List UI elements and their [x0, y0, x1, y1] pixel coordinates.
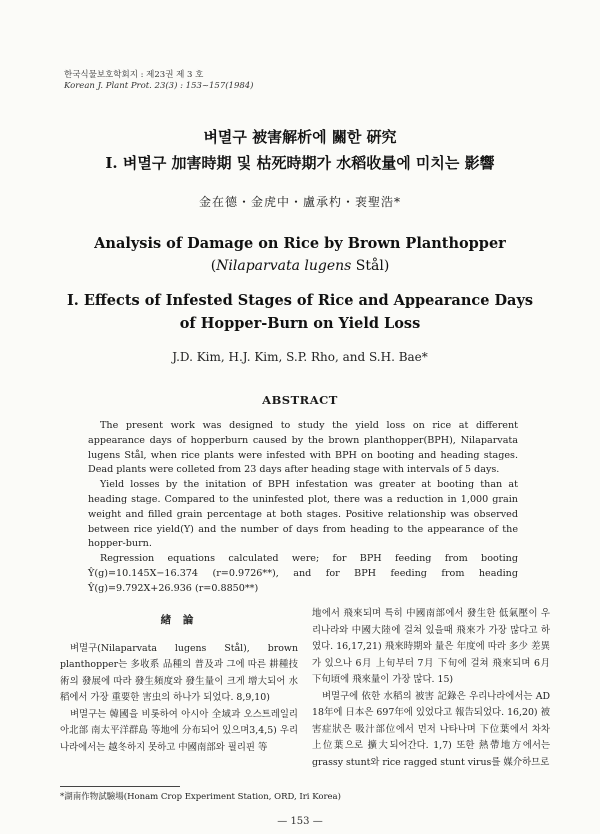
title-ko-line1: 벼멸구 被害解析에 關한 硏究 [203, 128, 397, 146]
title-en-line1: Analysis of Damage on Rice by Brown Planthopper [94, 235, 506, 252]
authors-en: J.D. Kim, H.J. Kim, S.P. Rho, and S.H. Bae* [172, 350, 428, 364]
body-paragraph: 벼멸구는 韓國을 비롯하여 아시아 全域과 오스트레일리아北部 南太平洋群島 等地에 分布되어 있으며3,4,5) 우리나라에서는 越冬하지 못하고 中國南部와 필리핀 等 [60, 708, 298, 753]
title-en-species-author: Stål) [351, 258, 390, 274]
footnote-divider [60, 786, 180, 787]
title-en-species: Nilaparvata lugens [216, 258, 352, 274]
journal-citation-ko: 한국식물보호학회지 : 제23권 제 3 호 [64, 70, 204, 80]
section-heading-introduction: 緖 論 [160, 614, 198, 626]
abstract-paragraph: Regression equations calculated were; for BPH feeding from booting Ŷ(g)=10.145X−16.374 (r=0.9726**), and for BPH feeding from heading Ŷ(g)=9.792X+26.936 (r=0.8850**) [88, 553, 518, 594]
title-en-line3: I. Effects of Infested Stages of Rice and Appearance Days [66, 292, 534, 309]
footnote-affiliation: *湖南作物試驗場(Honam Crop Experiment Station, ORD, Iri Korea) [60, 792, 341, 802]
abstract-body [88, 419, 518, 597]
abstract-paragraph: The present work was designed to study the yield loss on rice at different appearance days of hopperburn caused by the brown planthopper(BPH), Nilaparvata lugens Stål, when rice plants were infested with BPH on booting and heading stages. Dead plants were colleted from 23 days after heading stage with intervals of 5 days. [88, 420, 518, 476]
authors-ko: 金在德・金虎中・盧承杓・裵聖浩* [198, 195, 401, 209]
journal-citation-en: Korean J. Plant Prot. 23(3) : 153~157(1984) [64, 81, 254, 91]
abstract-heading: ABSTRACT [262, 393, 338, 407]
page-number: — 153 — [277, 816, 323, 827]
title-en-line2: (Nilaparvata lugens Stål) [210, 258, 390, 274]
body-paragraph: 地에서 飛來되며 특히 中國南部에서 發生한 低氣壓이 우리나라와 中國大陸에 걸쳐 있을때 飛來가 가장 많다고 하였다. 16,17,21) 飛來時期와 量은 年度에 따라 多少 差異가 있으나 6月 上旬부터 7月 下旬에 걸쳐 飛來되며 6月 下旬頃에 飛來量이 가장 많다. 15) [312, 608, 550, 685]
right-column [312, 606, 550, 771]
title-ko-line2: I. 벼멸구 加害時期 및 枯死時期가 水稻收量에 미치는 影響 [105, 154, 495, 172]
body-paragraph: 벼멸구(Nilaparvata lugens Stål), brown planthopper는 多收系 品種의 普及과 그에 따른 耕種技術의 發展에 따라 發生頻度와 發生量이 크게 增大되어 水稻에서 가장 重要한 害虫의 하나가 되었다. 8,9,10) [60, 642, 298, 703]
abstract-paragraph: Yield losses by the initation of BPH infestation was greater at booting than at heading stage. Compared to the uninfested plot, there was a reduction in 1,000 grain weight and filled grain percentage at both stages. Positive relationship was observed between rice yield(Y) and the number of days from heading to the appearance of the hopper-burn. [88, 479, 518, 550]
title-en-line4: of Hopper-Burn on Yield Loss [179, 315, 421, 332]
left-column [60, 606, 298, 756]
body-paragraph: 벼멸구에 依한 水稻의 被害 記錄은 우리나라에서는 AD 18年에 日本은 697年에 있었다고 報告되었다. 16,20) 被害症狀은 吸汁部位에서 먼저 나타나며 下位葉에서 차차 上位葉으로 擴大되어간다. 1,7) 또한 熱帶地方에서는 grassy stunt와 rice ragged stunt virus를 媒介하므로 [312, 690, 550, 768]
journal-citation [64, 70, 254, 92]
